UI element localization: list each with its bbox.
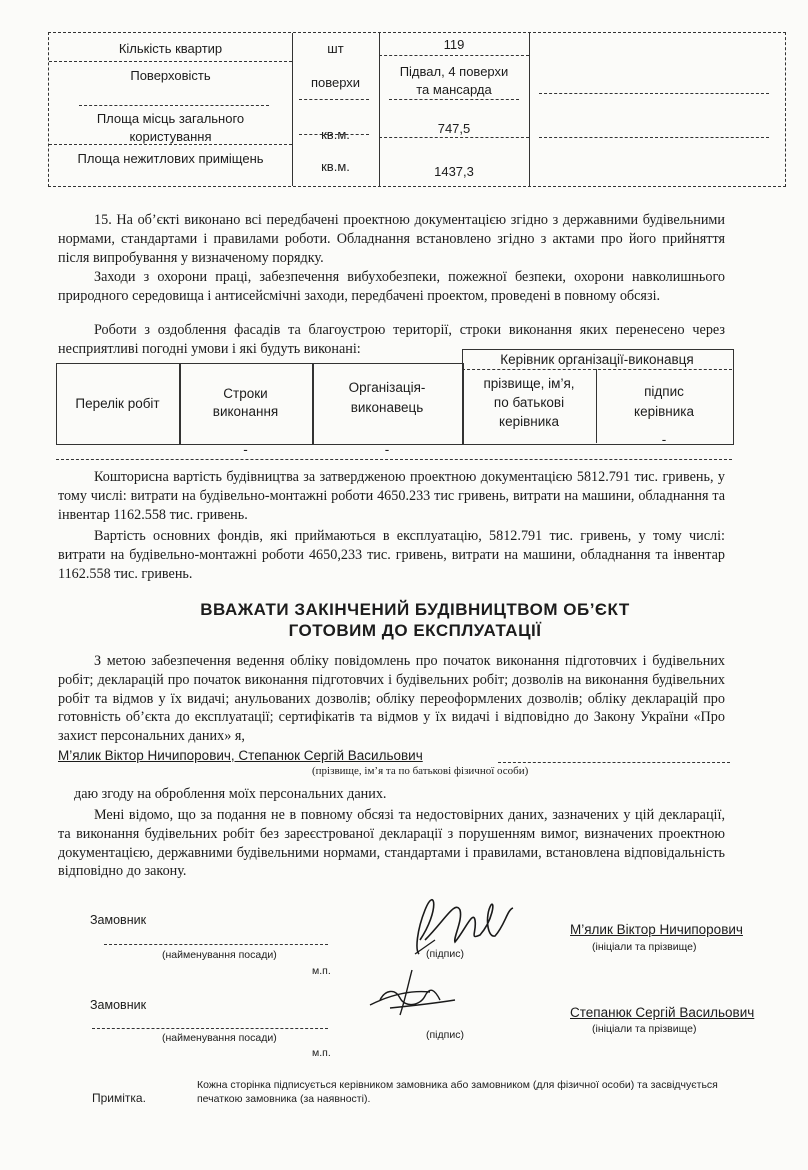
row-label: Поверховість xyxy=(130,68,211,83)
col-works-list: Перелік робіт xyxy=(75,396,160,411)
row-unit: кв.м. xyxy=(321,127,350,142)
paragraph-safety: Заходи з охорони праці, забезпечення вибухобезпеки, пожежної безпеки, охорони навколишнього природного середовища і антисейсмічні заходи, передбачені проектом, проведені в повному обсязі. xyxy=(58,269,725,304)
building-parameters-table xyxy=(48,32,786,187)
decision-heading: ВВАЖАТИ ЗАКІНЧЕНИЙ БУДІВНИЦТВОМ ОБ’ЄКТ xyxy=(200,600,630,619)
col-head-name: прізвище, ім’я, xyxy=(483,376,575,391)
signer-role: Замовник xyxy=(90,998,147,1012)
signature-2 xyxy=(360,960,470,1030)
signer-role: Замовник xyxy=(90,913,147,927)
deferred-works-table xyxy=(56,352,732,458)
col-contractor: Організація- xyxy=(348,380,426,395)
signature-caption: (підпис) xyxy=(426,1029,464,1041)
paragraph-fixed-assets: Вартість основних фондів, які приймаються в експлуатацію, 5812.791 тис. гривень, у тому числі: витрати на будівельно-монтажні роботи 4650,233 тис. гривень, витрати на машини, обладнання та інвентар 1162.558 тис. гривень. xyxy=(58,528,725,582)
table-divider xyxy=(529,33,530,186)
position-caption: (найменування посади) xyxy=(162,1032,277,1044)
row-label: Кількість квартир xyxy=(118,41,223,56)
note-label: Примітка. xyxy=(92,1091,146,1105)
empty-dash: - xyxy=(384,442,390,457)
row-label: Площа нежитлових приміщень xyxy=(77,151,264,166)
row-value: та мансарда xyxy=(416,82,492,97)
paragraph-15: 15. На об’єкті виконано всі передбачені проектною документацією згідно з державними будівельними нормами, стандартами і правилами роботи. Обладнання встановлено згідно з актами про його прийняття після випробування у визначеному порядку. xyxy=(58,212,725,266)
row-label: користування xyxy=(129,129,212,144)
row-unit: кв.м. xyxy=(321,159,350,174)
paragraph-deferred-works: Роботи з оздоблення фасадів та благоустрою території, строки виконання яких перенесено через несприятливі погодні умови і які будуть виконані: xyxy=(58,322,725,357)
stamp-place: м.п. xyxy=(312,1047,331,1059)
paragraph-responsibility: Мені відомо, що за подання не в повному обсязі та недостовірних даних, зазначених у цій декларації, та виконання будівельних робіт без зареєстрованої декларації з порушенням вимог, визначених проектною документацією, державними будівельними нормами, стандартами і правилами, встановлена відповідальність відповідно до закону. xyxy=(58,807,725,880)
stamp-place: м.п. xyxy=(312,965,331,977)
paragraph-personal-data: З метою забезпечення ведення обліку повідомлень про початок виконання підготовчих і будівельних робіт; декларацій про початок виконання підготовчих і будівельних робіт; дозволів на виконання будівельних робіт та відмов у їх видачі; анульованих дозволів; обліку переоформлених дозволів; обліку декларацій про готовність об’єкта до експлуатації; сертифікатів та відмов у їх видачі і відповідно до Закону України «Про захист персональних даних» я, xyxy=(58,653,725,745)
row-value: 747,5 xyxy=(437,121,471,136)
position-caption: (найменування посади) xyxy=(162,949,277,961)
row-unit: шт xyxy=(327,41,344,56)
signature-caption: (підпис) xyxy=(426,948,464,960)
col-head-name: по батькові xyxy=(493,395,565,410)
row-label: Площа місць загального xyxy=(96,111,245,126)
col-deadlines: виконання xyxy=(212,404,279,419)
signer-name-caption: (ініціали та прізвище) xyxy=(592,1023,697,1035)
applicant-names: М’ялик Віктор Ничипорович, Степанюк Сергій Васильович xyxy=(58,748,423,763)
col-deadlines: Строки xyxy=(223,386,268,401)
names-caption: (прізвище, ім’я та по батькові фізичної особи) xyxy=(312,765,529,777)
col-head-signature: керівника xyxy=(634,404,694,419)
decision-heading: ГОТОВИМ ДО ЕКСПЛУАТАЦІЇ xyxy=(288,621,542,640)
col-head-signature: підпис xyxy=(644,384,684,399)
empty-dash: - xyxy=(661,432,667,447)
signer-name: Степанюк Сергій Васильович xyxy=(570,1005,755,1020)
row-unit: поверхи xyxy=(310,75,361,90)
row-value: 119 xyxy=(443,37,465,52)
col-contractor: виконавець xyxy=(350,400,424,415)
note-text: Кожна сторінка підписується керівником замовника або замовником (для фізичної особи) та засвідчується печаткою замовника (за наявності). xyxy=(197,1079,718,1105)
consent-text: даю згоду на оброблення моїх персональних даних. xyxy=(74,786,387,802)
empty-dash: - xyxy=(243,442,248,457)
signer-name-caption: (ініціали та прізвище) xyxy=(592,941,697,953)
row-value: 1437,3 xyxy=(434,164,474,179)
row-value: Підвал, 4 поверхи xyxy=(399,64,509,79)
col-head-name: керівника xyxy=(499,414,559,429)
signature-1 xyxy=(395,880,535,965)
signer-name: М’ялик Віктор Ничипорович xyxy=(570,922,743,937)
paragraph-estimated-cost: Кошторисна вартість будівництва за затвердженою проектною документацією 5812.791 тис. гривень, у тому числі: витрати на будівельно-монтажні роботи 4650.233 тис гривень, витрати на машини, обладнання та інвентар 1162.558 тис. гривень. xyxy=(58,469,725,523)
col-group-head: Керівник організації-виконавця xyxy=(500,352,694,367)
